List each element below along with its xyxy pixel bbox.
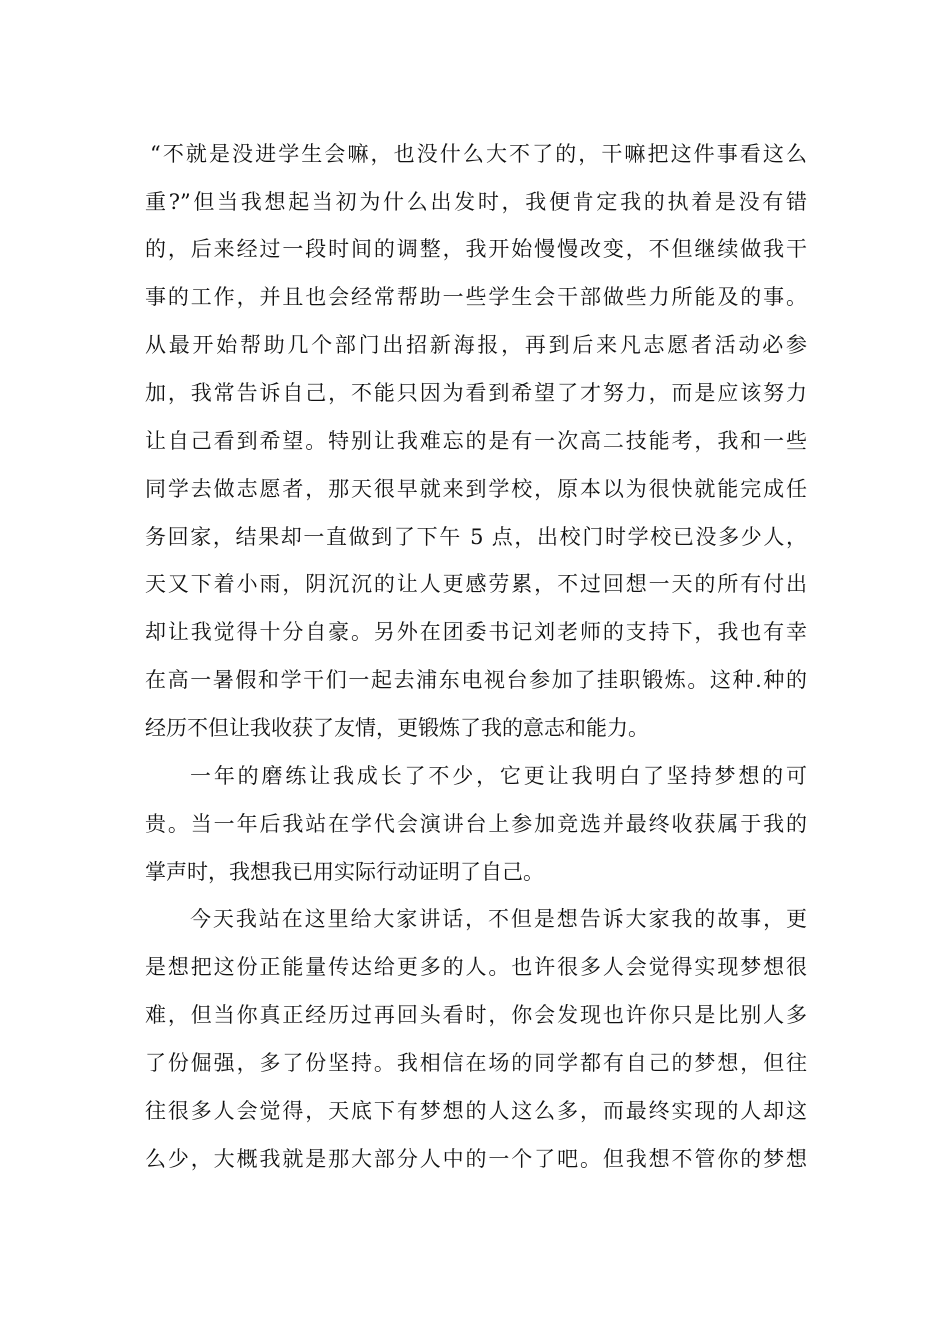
text-line: 加，我常告诉自己，不能只因为看到希望了才努力，而是应该努力 <box>145 381 807 405</box>
text-line: 难，但当你真正经历过再回头看时，你会发现也许你只是比别人多 <box>145 1003 807 1027</box>
text-line: “不就是没进学生会嘛，也没什么大不了的，干嘛把这件事看这么 <box>150 142 807 166</box>
text-line: 事的工作，并且也会经常帮助一些学生会干部做些力所能及的事。 <box>145 285 807 309</box>
text-line: 让自己看到希望。特别让我难忘的是有一次高二技能考，我和一些 <box>145 429 807 453</box>
text-line: 从最开始帮助几个部门出招新海报，再到后来凡志愿者活动必参 <box>145 333 807 357</box>
text-line: 在高一暑假和学干们一起去浦东电视台参加了挂职锻炼。这种.种的 <box>145 668 807 692</box>
text-line: 是想把这份正能量传达给更多的人。也许很多人会觉得实现梦想很 <box>145 955 807 979</box>
text-line: 往很多人会觉得，天底下有梦想的人这么多，而最终实现的人却这 <box>145 1099 807 1123</box>
text-line: 同学去做志愿者，那天很早就来到学校，原本以为很快就能完成任 <box>145 477 807 501</box>
text-line: 务回家，结果却一直做到了下午 5 点，出校门时学校已没多少人， <box>145 525 807 549</box>
text-line: 经历不但让我收获了友情，更锻炼了我的意志和能力。 <box>145 716 649 740</box>
text-line: 么少，大概我就是那大部分人中的一个了吧。但我想不管你的梦想 <box>145 1147 807 1171</box>
text-line: 今天我站在这里给大家讲话，不但是想告诉大家我的故事，更 <box>190 907 807 931</box>
text-line: 贵。当一年后我站在学代会演讲台上参加竞选并最终收获属于我的 <box>145 812 807 836</box>
text-line: 掌声时，我想我已用实际行动证明了自己。 <box>145 860 544 884</box>
text-line: 天又下着小雨，阴沉沉的让人更感劳累，不过回想一天的所有付出 <box>145 572 807 596</box>
text-line: 却让我觉得十分自豪。另外在团委书记刘老师的支持下，我也有幸 <box>145 620 807 644</box>
text-line: 的，后来经过一段时间的调整，我开始慢慢改变，不但继续做我干 <box>145 237 807 261</box>
text-line: 了份倔强，多了份坚持。我相信在场的同学都有自己的梦想，但往 <box>145 1051 807 1075</box>
text-line: 重?”但当我想起当初为什么出发时，我便肯定我的执着是没有错 <box>145 190 807 214</box>
text-line: 一年的磨练让我成长了不少，它更让我明白了坚持梦想的可 <box>190 764 807 788</box>
